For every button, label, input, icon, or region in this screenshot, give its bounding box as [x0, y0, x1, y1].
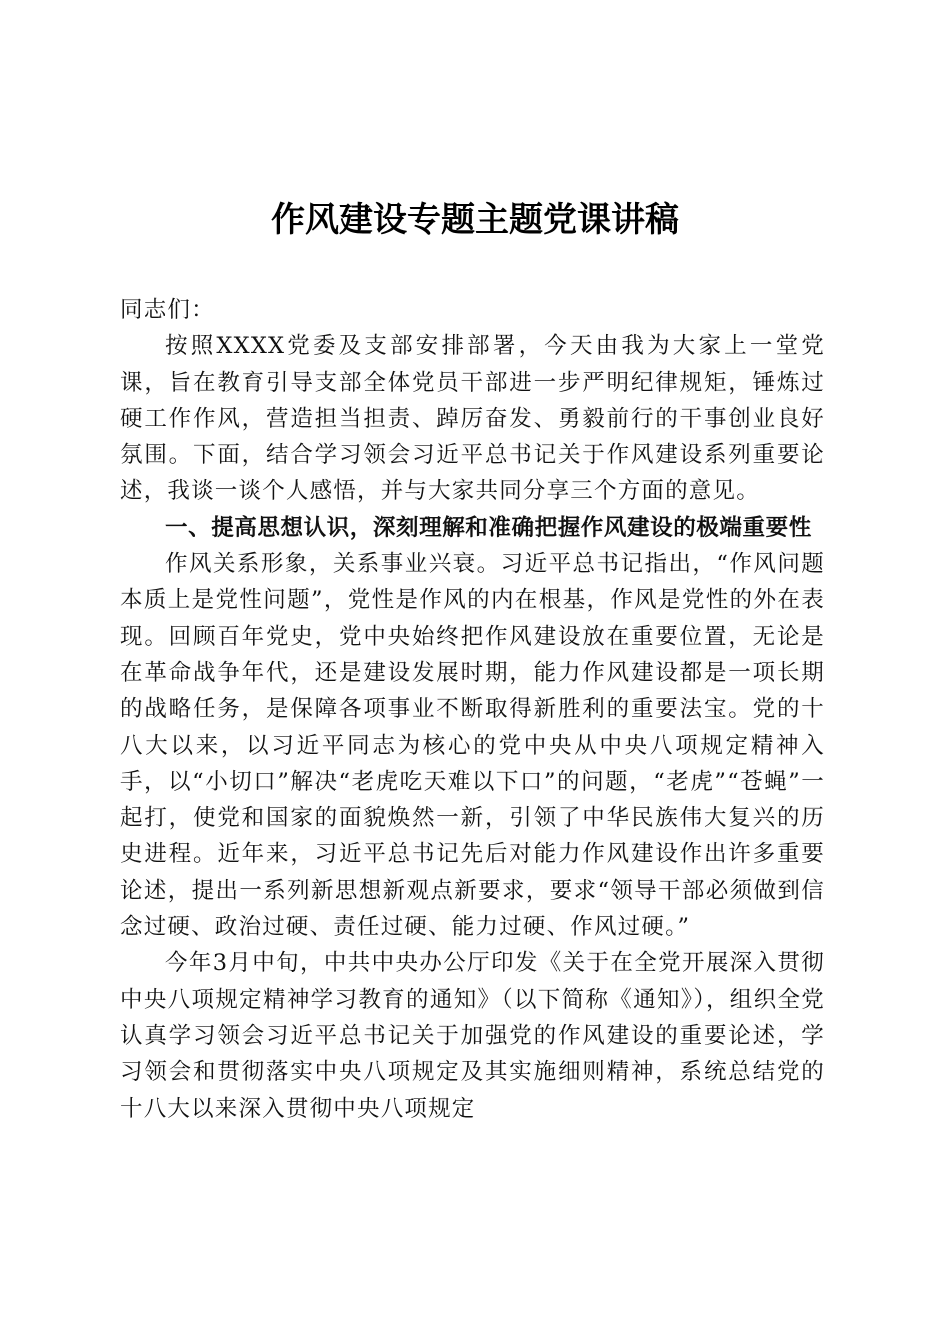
salutation: 同志们：	[120, 297, 215, 323]
document-body	[120, 292, 825, 1127]
document-title: 作风建设专题主题党课讲稿	[271, 200, 679, 240]
body-paragraph: 作风关系形象，关系事业兴衰。习近平总书记指出，“作风问题本质上是党性问题”，党性是作风的内在根基，作风是党性的外在表现。回顾百年党史，党中央始终把作风建设放在重要位置，无论是在革命战争年代，还是建设发展时期，能力作风建设都是一项长期的战略任务，是保障各项事业不断取得新胜利的重要法宝。党的十八大以来，以习近平同志为核心的党中央从中央八项规定精神入手，以“小切口”解决“老虎吃天难以下口”的问题，“老虎”“苍蝇”一起打，使党和国家的面貌焕然一新，引领了中华民族伟大复兴的历史进程。近年来，习近平总书记先后对能力作风建设作出许多重要论述，提出一系列新思想新观点新要求，要求“领导干部必须做到信念过硬、政治过硬、责任过硬、能力过硬、作风过硬。”	[120, 551, 825, 941]
section-heading-1: 一、提高思想认识，深刻理解和准确把握作风建设的极端重要性	[165, 514, 812, 541]
intro-paragraph: 按照XXXX党委及支部安排部署，今天由我为大家上一堂党课，旨在教育引导支部全体党员干部进一步严明纪律规矩，锤炼过硬工作作风，营造担当担责、踔厉奋发、勇毅前行的干事创业良好氛围。下面，结合学习领会习近平总书记关于作风建设系列重要论述，我谈一谈个人感悟，并与大家共同分享三个方面的意见。	[120, 333, 825, 505]
body-paragraph: 今年3月中旬，中共中央办公厅印发《关于在全党开展深入贯彻中央八项规定精神学习教育的通知》（以下简称《通知》），组织全党认真学习领会习近平总书记关于加强党的作风建设的重要论述，学习领会和贯彻落实中央八项规定及其实施细则精神，系统总结党的十八大以来深入贯彻中央八项规定	[120, 950, 825, 1122]
